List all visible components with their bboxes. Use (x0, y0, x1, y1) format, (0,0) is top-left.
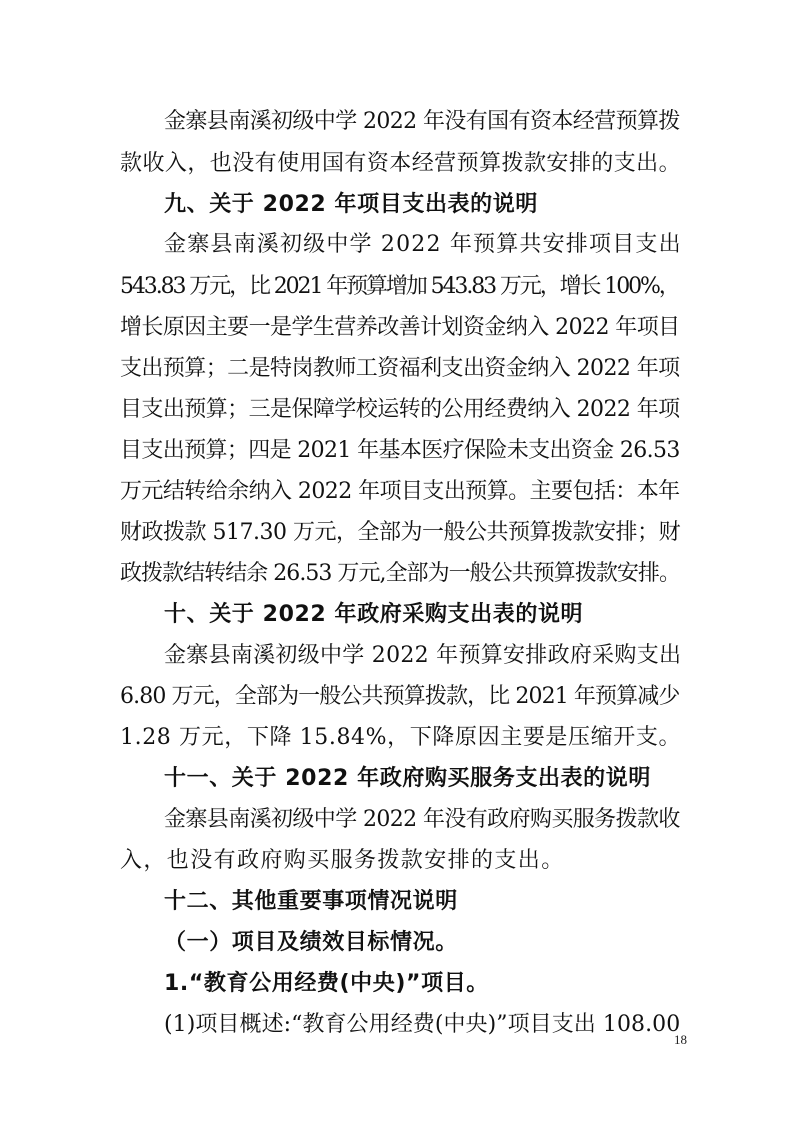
paragraph-line: 金寨县南溪初级中学 2022 年没有国有资本经营预算拨 (164, 109, 680, 134)
section-heading-9: 九、关于 2022 年项目支出表的说明 (164, 192, 538, 217)
paragraph-line: 金寨县南溪初级中学 2022 年预算安排政府采购支出 (164, 643, 682, 668)
paragraph-line: 金寨县南溪初级中学 2022 年预算共安排项目支出 (164, 232, 682, 257)
paragraph-line: 入，也没有政府购买服务拨款安排的支出。 (120, 848, 565, 873)
paragraph-line: 款收入，也没有使用国有资本经营预算拨款安排的支出。 (120, 151, 682, 176)
paragraph-line: 目支出预算；四是 2021 年基本医疗保险未支出资金 26.53 (120, 438, 680, 463)
paragraph-line: 543.83 万元，比 2021 年预算增加 543.83 万元，增长 100%， (120, 274, 679, 299)
paragraph-line: 万元结转给余纳入 2022 年项目支出预算。主要包括：本年 (120, 479, 680, 504)
subsection-heading: （一）项目及绩效目标情况。 (164, 930, 458, 955)
paragraph-line: 政拨款结转结余 26.53 万元,全部为一般公共预算拨款安排。 (120, 561, 680, 586)
section-heading-12: 十二、其他重要事项情况说明 (164, 889, 458, 914)
paragraph-line: (1)项目概述:“教育公用经费(中央)”项目支出 108.00 (164, 1012, 681, 1037)
paragraph-line: 财政拨款 517.30 万元，全部为一般公共预算拨款安排；财 (120, 520, 681, 545)
section-heading-10: 十、关于 2022 年政府采购支出表的说明 (164, 602, 584, 627)
paragraph-line: 6.80 万元，全部为一般公共预算拨款，比 2021 年预算减少 (120, 684, 680, 709)
paragraph-line: 支出预算；二是特岗教师工资福利支出资金纳入 2022 年项 (120, 356, 680, 381)
paragraph-line: 增长原因主要一是学生营养改善计划资金纳入 2022 年项目 (120, 315, 680, 340)
section-heading-11: 十一、关于 2022 年政府购买服务支出表的说明 (164, 766, 651, 791)
item-heading: 1.“教育公用经费(中央)”项目。 (164, 971, 489, 996)
paragraph-line: 目支出预算；三是保障学校运转的公用经费纳入 2022 年项 (120, 397, 680, 422)
page-number: 18 (674, 1032, 687, 1047)
paragraph-line: 1.28 万元，下降 15.84%，下降原因主要是压缩开支。 (120, 725, 682, 750)
paragraph-line: 金寨县南溪初级中学 2022 年没有政府购买服务拨款收 (164, 807, 680, 832)
